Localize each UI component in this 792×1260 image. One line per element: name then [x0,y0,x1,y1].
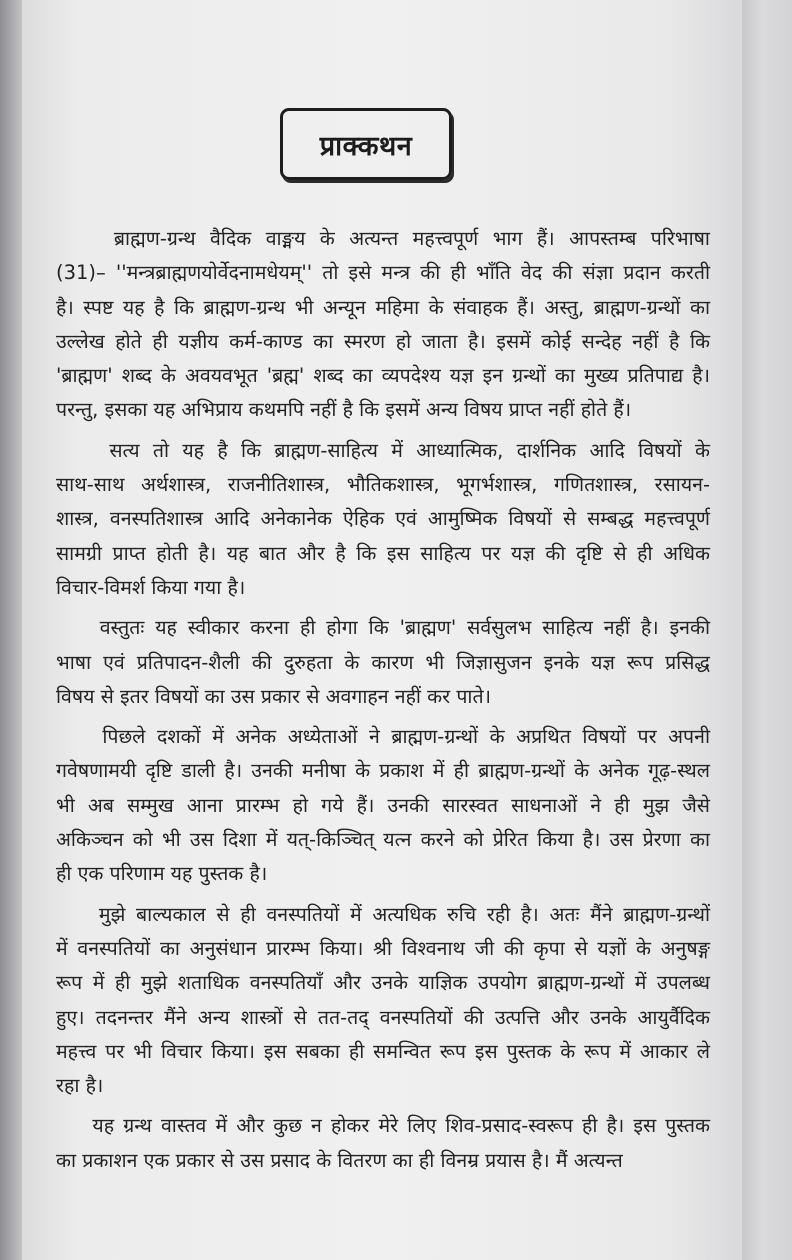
text-line: उल्लेख होते ही यज्ञीय कर्म-काण्ड का स्मरण हो जाता है। इसमें कोई सन्देह नहीं है कि [56,329,710,353]
text-line: पिछले दशकों में अनेक अध्येताओं ने ब्राह्मण-ग्रन्थों के अप्रथित विषयों पर अपनी [56,725,710,749]
text-line: भाषा एवं प्रतिपादन-शैली की दुरुहता के कारण भी जिज्ञासुजन इनके यज्ञ रूप प्रसिद्ध [56,650,710,674]
page-heading: प्राक्कथन [319,130,413,162]
text-line: रूप में ही मुझे शताधिक वनस्पतियाँ और उनके याज्ञिक उपयोग ब्राह्मण-ग्रन्थों में उपलब्ध [56,971,710,995]
text-line: (31)– ''मन्त्रब्राह्मणयोर्वेदनामधेयम्'' तो इसे मन्त्र की ही भाँति वेद की संज्ञा प्रदान करती [56,261,710,285]
text-line: रहा है। [56,1074,104,1098]
text-line: गवेषणामयी दृष्टि डाली है। उनकी मनीषा के प्रकाश में ही ब्राह्मण-ग्रन्थों के अनेक गूढ़-स्थल [56,759,710,783]
text-line: परन्तु, इसका यह अभिप्राय कथमपि नहीं है कि इसमें अन्य विषय प्राप्त नहीं होते हैं। [56,398,632,422]
paragraph [56,898,710,1104]
page-edge [742,0,792,1260]
paragraph [56,720,710,891]
text-line: वस्तुतः यह स्वीकार करना ही होगा कि 'ब्राह्मण' सर्वसुलभ साहित्य नहीं है। इनकी [56,616,710,640]
text-line: का प्रकाशन एक प्रकार से उस प्रसाद के वितरण का ही विनम्र प्रयास है। मैं अत्यन्त [56,1148,623,1172]
text-line: शास्त्र, वनस्पतिशास्त्र आदि अनेकानेक ऐहिक एवं आमुष्मिक विषयों से सम्बद्ध महत्त्वपूर्ण [56,507,710,531]
text-line: विचार-विमर्श किया गया है। [56,575,246,599]
text-line: 'ब्राह्मण' शब्द के अवयवभूत 'ब्रह्म' शब्द का व्यपदेश्य यज्ञ इन ग्रन्थों का मुख्य प्रतिपाद्य है। [56,364,710,388]
text-line: यह ग्रन्थ वास्तव में और कुछ न होकर मेरे लिए शिव-प्रसाद-स्वरूप ही है। इस पुस्तक [56,1114,710,1138]
text-line: विषय से इतर विषयों का उस प्रकार से अवगाहन नहीं कर पाते। [56,684,491,708]
text-line: साथ-साथ अर्थशास्त्र, राजनीतिशास्त्र, भौतिकशास्त्र, भूगर्भशास्त्र, गणितशास्त्र, रसायन- [56,473,710,497]
text-line: भी अब सम्मुख आना प्रारम्भ हो गये हैं। उनकी सारस्वत साधनाओं ने ही मुझ जैसे [56,793,710,817]
paragraph [56,434,710,605]
text-line: है। स्पष्ट यह है कि ब्राह्मण-ग्रन्थ भी अन्यून महिमा के संवाहक हैं। अस्तु, ब्राह्मण-ग्रन्थों का [56,295,710,319]
paragraph [56,1109,710,1178]
text-line: सामग्री प्राप्त होती है। यह बात और है कि इस साहित्य पर यज्ञ की दृष्टि से ही अधिक [56,541,710,565]
text-line: हुए। तदनन्तर मैंने अन्य शास्त्रों से तत-तद् वनस्पतियों की उत्पत्ति और उनके आयुर्वैदिक [56,1005,710,1029]
paragraph [56,611,710,714]
text-line: मुझे बाल्यकाल से ही वनस्पतियों में अत्यधिक रुचि रही है। अतः मैंने ब्राह्मण-ग्रन्थों [56,902,710,926]
body-text [56,222,710,1178]
text-line: सत्य तो यह है कि ब्राह्मण-साहित्य में आध्यात्मिक, दार्शनिक आदि विषयों के [56,438,710,462]
text-line: महत्त्व पर भी विचार किया। इस सबका ही समन्वित रूप इस पुस्तक के रूप में आकार ले [56,1039,710,1063]
text-line: ब्राह्मण-ग्रन्थ वैदिक वाङ्मय के अत्यन्त महत्त्वपूर्ण भाग हैं। आपस्तम्ब परिभाषा [56,227,710,250]
text-line: में वनस्पतियों का अनुसंधान प्रारम्भ किया। श्री विश्वनाथ जी की कृपा से यज्ञों के अनुषङ्ग [56,936,710,960]
heading-box [280,108,452,180]
text-line: अकिञ्चन को भी उस दिशा में यत्-किञ्चित् यत्न करने को प्रेरित किया है। उस प्रेरणा का [56,828,710,852]
text-line: ही एक परिणाम यह पुस्तक है। [56,862,268,886]
paragraph [56,222,710,428]
